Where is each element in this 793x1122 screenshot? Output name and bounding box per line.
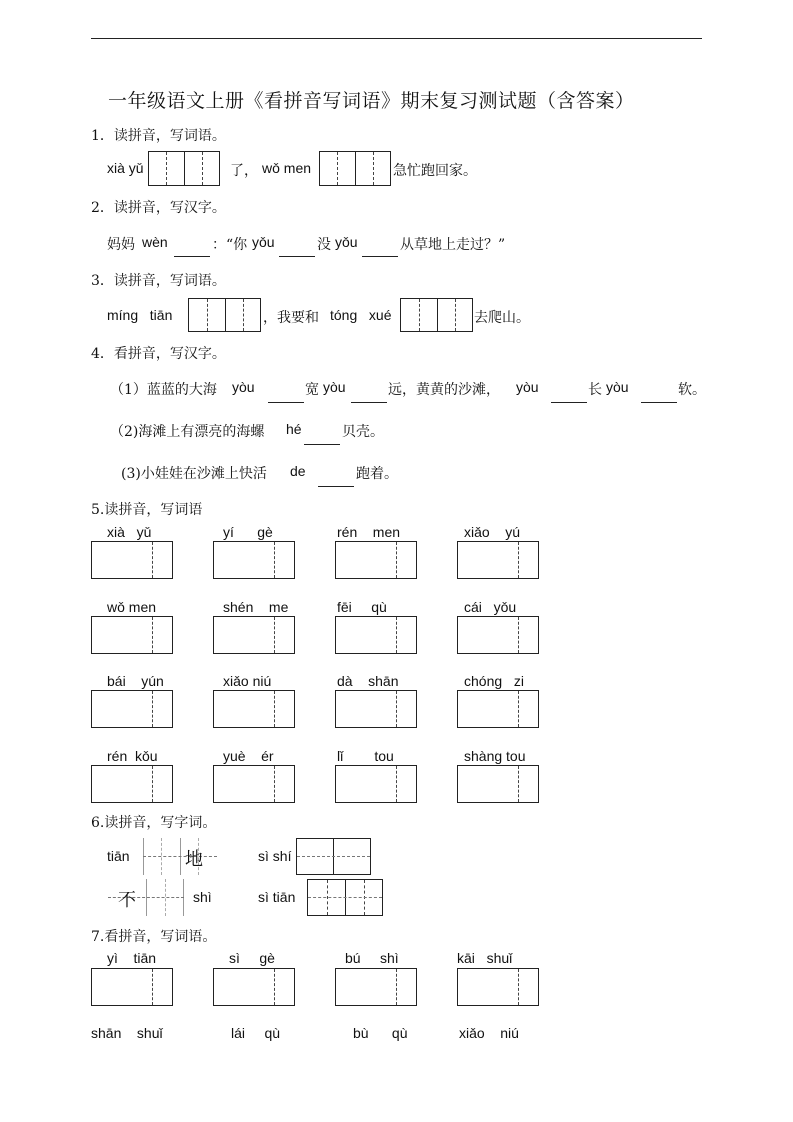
- q2-blank-2[interactable]: [279, 256, 315, 257]
- q5-pinyin: bái yún: [107, 673, 164, 689]
- q6-written-char-1: 地: [185, 849, 203, 870]
- q6-pinyin-2: sì shí: [258, 848, 292, 864]
- q7-pinyin: kāi shuǐ: [457, 950, 513, 966]
- q2-text-1: 妈妈: [107, 237, 135, 253]
- q7-answer-box[interactable]: [335, 968, 417, 1006]
- q7-pinyin-row2: shān shuǐ: [91, 1025, 163, 1041]
- q7-answer-box[interactable]: [457, 968, 539, 1006]
- q7-pinyin: yì tiān: [107, 950, 157, 966]
- q4-line1-pinyin-4: yòu: [606, 379, 629, 395]
- q4-line1-blank-3[interactable]: [551, 402, 587, 403]
- q5-pinyin: dà shān: [337, 673, 399, 689]
- q5-answer-box[interactable]: [91, 616, 173, 654]
- q1-pinyin-2: wǒ men: [262, 160, 312, 176]
- q5-answer-box[interactable]: [335, 765, 417, 803]
- q4-line2-pinyin: hé: [286, 421, 302, 437]
- q1-heading: 1．读拼音，写词语。: [91, 128, 226, 144]
- q5-pinyin: wǒ men: [107, 599, 157, 615]
- q5-answer-box[interactable]: [91, 690, 173, 728]
- q3-heading: 3．读拼音，写词语。: [91, 273, 226, 289]
- q4-line1-blank-1[interactable]: [268, 402, 304, 403]
- q4-line1-text-a: （1）蓝蓝的大海: [110, 382, 217, 398]
- q5-answer-box[interactable]: [213, 541, 295, 579]
- q6-answer-box-4[interactable]: [307, 879, 383, 916]
- q4-line3-pinyin: de: [290, 463, 306, 479]
- q4-line1-pinyin-2: yòu: [323, 379, 346, 395]
- q5-pinyin: cái yǒu: [464, 599, 517, 615]
- q4-heading: 4．看拼音，写汉字。: [91, 346, 226, 362]
- q4-line1-text-e: 软。: [678, 382, 706, 398]
- q7-answer-box[interactable]: [213, 968, 295, 1006]
- q5-answer-box[interactable]: [457, 690, 539, 728]
- q5-answer-box[interactable]: [213, 765, 295, 803]
- q5-answer-box[interactable]: [213, 690, 295, 728]
- q6-tian-grid-3[interactable]: [108, 879, 184, 916]
- q7-pinyin-row2: xiǎo niú: [459, 1025, 519, 1041]
- q5-pinyin: rén kǒu: [107, 748, 158, 764]
- q1-answer-box-2[interactable]: [319, 151, 391, 186]
- q5-answer-box[interactable]: [335, 541, 417, 579]
- q2-pinyin-1: wèn: [142, 234, 168, 250]
- q6-heading: 6.读拼音，写字词。: [91, 815, 217, 831]
- q5-pinyin: yí gè: [223, 524, 273, 540]
- q5-pinyin: shàng tou: [464, 748, 526, 764]
- q2-text-4: 从草地上走过？”: [400, 237, 506, 253]
- q5-answer-box[interactable]: [335, 616, 417, 654]
- q4-line2-text-a: （2)海滩上有漂亮的海螺: [110, 424, 265, 440]
- q7-heading: 7.看拼音，写词语。: [91, 929, 217, 945]
- q1-text-1: 了，: [230, 163, 258, 179]
- q4-line1-text-c: 远，黄黄的沙滩，: [388, 382, 500, 398]
- q4-line3-blank[interactable]: [318, 486, 354, 487]
- q5-pinyin: shén me: [223, 599, 289, 615]
- q1-pinyin-1: xià yǔ: [107, 160, 144, 176]
- q4-line1-text-b: 宽: [305, 382, 319, 398]
- q5-heading: 5.读拼音，写词语: [91, 502, 203, 518]
- q6-written-char-2: 不: [118, 890, 136, 911]
- q2-blank-1[interactable]: [174, 256, 210, 257]
- page-title: 一年级语文上册《看拼音写词语》期末复习测试题（含答案）: [108, 90, 635, 112]
- header-rule: [91, 38, 702, 39]
- q2-pinyin-2: yǒu: [252, 234, 275, 250]
- q5-pinyin: yuè ér: [223, 748, 274, 764]
- q3-answer-box-2[interactable]: [400, 298, 473, 332]
- q3-text-2: 去爬山。: [474, 310, 530, 326]
- q3-pinyin-2: tóng xué: [330, 307, 392, 323]
- q3-text-1: ，我要和: [263, 310, 319, 326]
- q5-pinyin: fēi qù: [337, 599, 387, 615]
- q6-answer-box-2[interactable]: [296, 838, 371, 875]
- q4-line3-text-a: (3)小娃娃在沙滩上快活: [121, 466, 267, 482]
- q5-pinyin: xiǎo yú: [464, 524, 521, 540]
- q4-line1-pinyin-1: yòu: [232, 379, 255, 395]
- q5-answer-box[interactable]: [335, 690, 417, 728]
- q5-pinyin: rén men: [337, 524, 401, 540]
- q4-line1-text-d: 长: [588, 382, 602, 398]
- q5-answer-box[interactable]: [457, 616, 539, 654]
- q7-answer-box[interactable]: [91, 968, 173, 1006]
- q7-pinyin-row2: bù qù: [353, 1025, 408, 1041]
- q6-pinyin-1: tiān: [107, 848, 130, 864]
- q4-line2-text-b: 贝壳。: [342, 424, 384, 440]
- q1-answer-box-1[interactable]: [148, 151, 220, 186]
- q4-line1-blank-2[interactable]: [351, 402, 387, 403]
- q1-text-2: 急忙跑回家。: [393, 163, 477, 179]
- q2-text-2: ：“你: [212, 237, 248, 253]
- q7-pinyin: sì gè: [229, 950, 275, 966]
- q5-answer-box[interactable]: [91, 765, 173, 803]
- q3-answer-box-1[interactable]: [188, 298, 261, 332]
- q7-pinyin-row2: lái qù: [231, 1025, 281, 1041]
- q5-pinyin: xiǎo niú: [223, 673, 272, 689]
- q7-pinyin: bú shì: [345, 950, 399, 966]
- q2-heading: 2．读拼音，写汉字。: [91, 200, 226, 216]
- q5-pinyin: chóng zi: [464, 673, 524, 689]
- q2-pinyin-3: yǒu: [335, 234, 358, 250]
- q3-pinyin-1: míng tiān: [107, 307, 173, 323]
- q4-line3-text-b: 跑着。: [356, 466, 398, 482]
- q6-tian-grid-1[interactable]: [143, 838, 217, 875]
- q4-line1-pinyin-3: yòu: [516, 379, 539, 395]
- q2-text-3: 没: [317, 237, 331, 253]
- q5-answer-box[interactable]: [457, 765, 539, 803]
- q5-pinyin: xià yǔ: [107, 524, 152, 540]
- q5-answer-box[interactable]: [457, 541, 539, 579]
- q5-answer-box[interactable]: [91, 541, 173, 579]
- q5-answer-box[interactable]: [213, 616, 295, 654]
- q4-line1-blank-4[interactable]: [641, 402, 677, 403]
- q6-pinyin-3: shì: [193, 889, 212, 905]
- q6-pinyin-4: sì tiān: [258, 889, 296, 905]
- q4-line2-blank[interactable]: [304, 444, 340, 445]
- q2-blank-3[interactable]: [362, 256, 398, 257]
- q5-pinyin: lǐ tou: [337, 748, 394, 764]
